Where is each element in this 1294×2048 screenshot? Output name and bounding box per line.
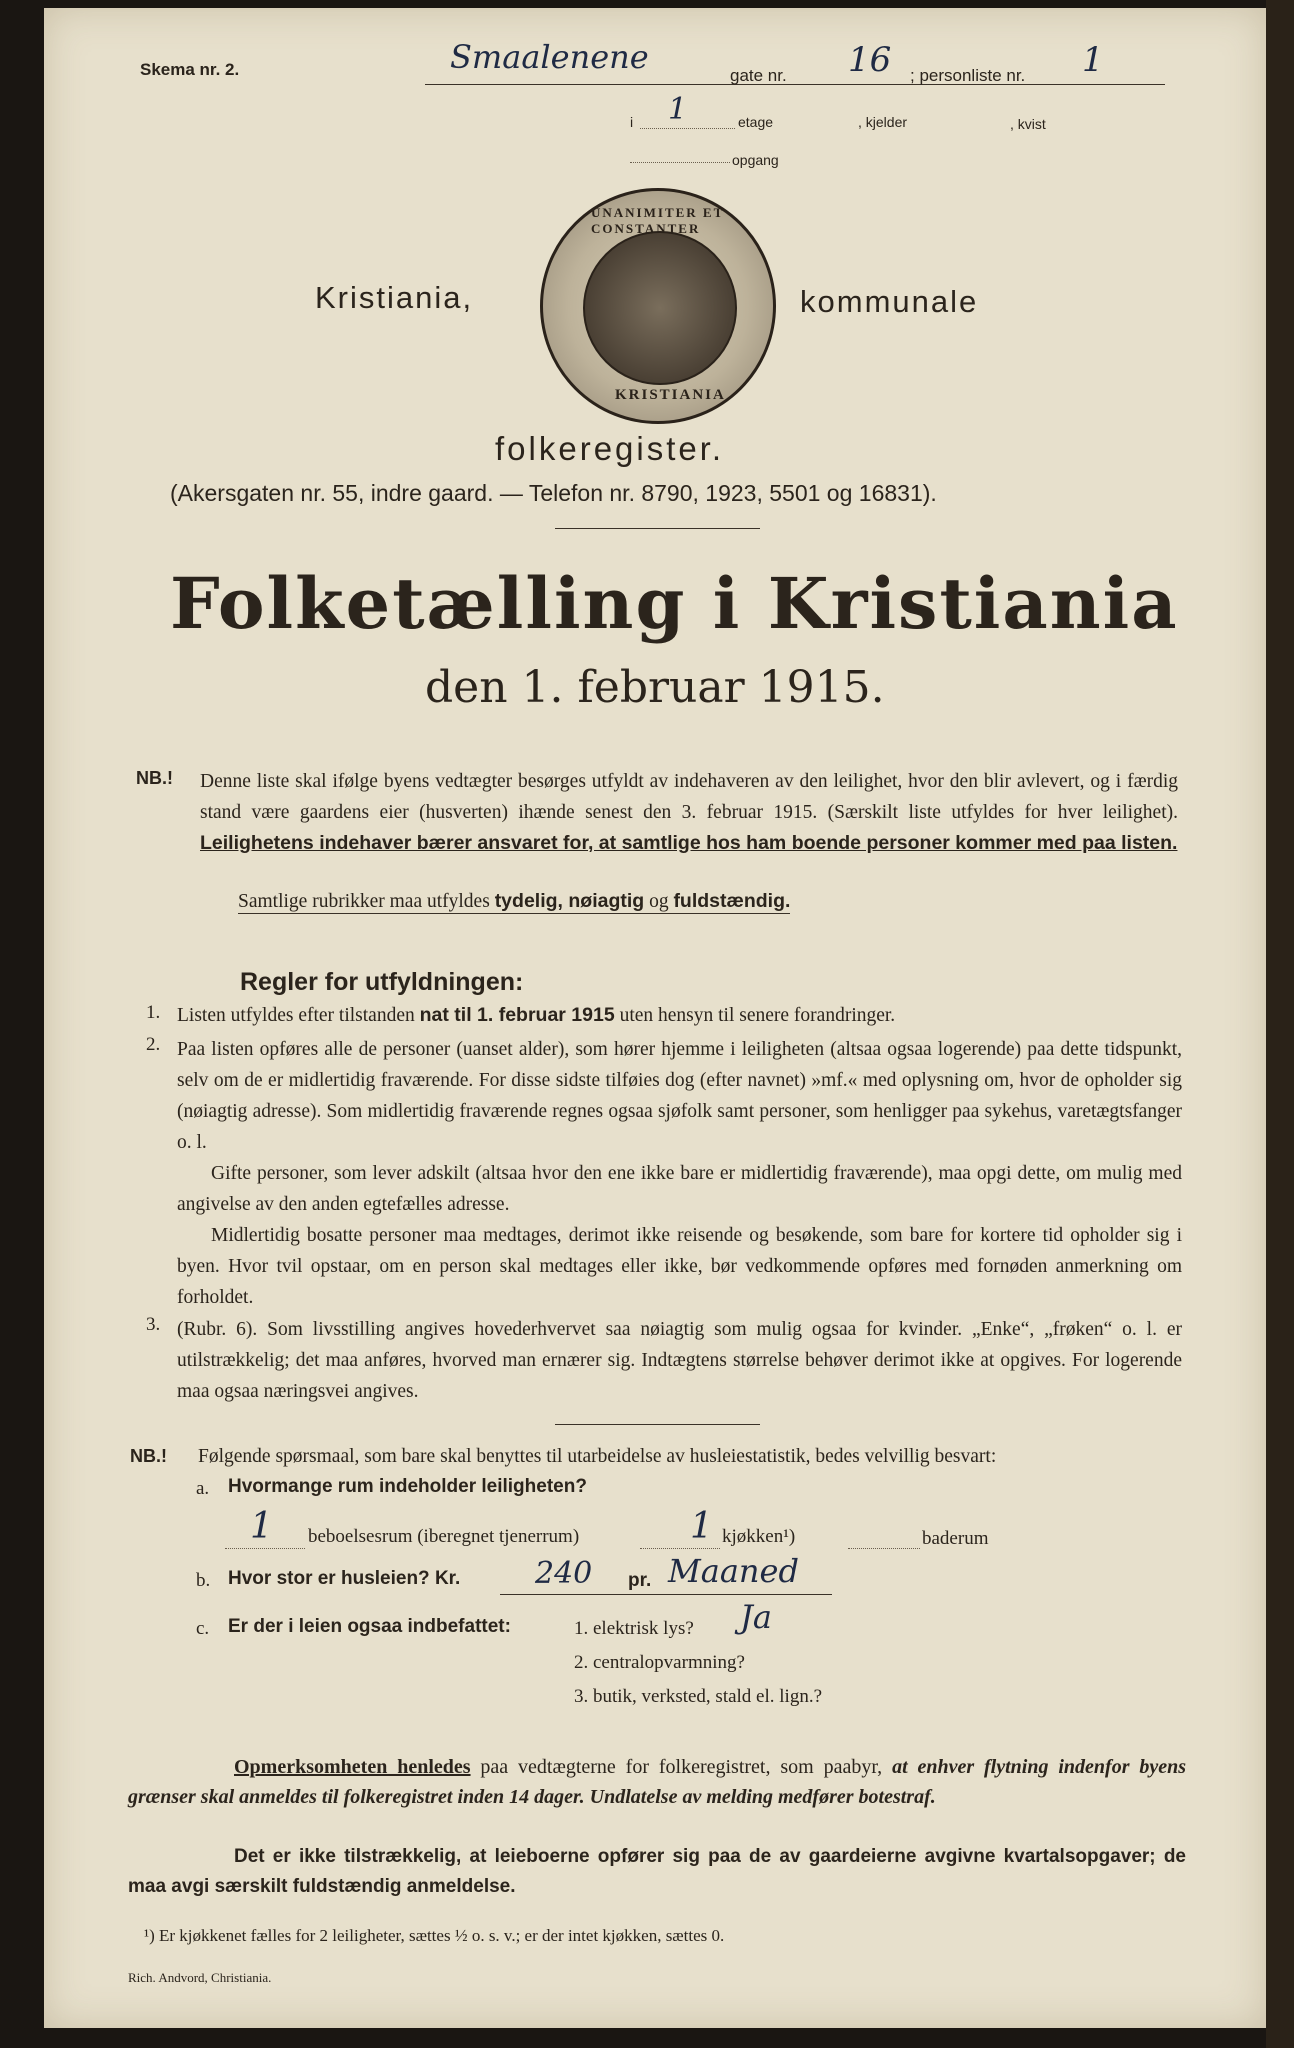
personliste-label: ; personliste nr.: [910, 66, 1026, 85]
header-rule: [425, 84, 1165, 85]
kvist-label: , kvist: [1010, 116, 1046, 132]
rules-heading: Regler for utfyldningen:: [240, 968, 524, 996]
rule2-text: Paa listen opføres alle de personer (uanset alder), som hører hjemme i leiligheten (altsaa ogsaa logerende) paa dette tidspunkt, selv om de er midlertidig fraværende. For disse sidste tilføies dog (efter navnet) »mf.« med oplysning om, hvor de opholder sig (nøiagtig adresse). Som midlertidig fraværende regnes ogsaa sjøfolk samt personer, som henligger paa sykehus, varetægtsfanger o. l.: [177, 1039, 1182, 1153]
personliste-value: 1: [1082, 40, 1104, 80]
etage-field: [640, 128, 735, 129]
rule1-number: 1.: [146, 1002, 161, 1023]
included-electric: 1. elektrisk lys?: [574, 1618, 694, 1639]
included-heating: 2. centralopvarmning?: [574, 1652, 745, 1673]
electric-value: Ja: [740, 1598, 772, 1636]
kitchen-value: 1: [690, 1506, 713, 1547]
nb2-intro: Følgende spørsmaal, som bare skal benyttes til utarbeidelse av husleiestatistik, bedes velvillig besvart:: [198, 1446, 997, 1467]
opgang-field: [630, 162, 730, 163]
masthead-folkeregister: folkeregister.: [495, 430, 725, 467]
form-date: den 1. februar 1915.: [425, 662, 885, 713]
nb1-paragraph: [200, 766, 1178, 859]
notice-paragraph-1: [128, 1752, 1186, 1812]
rent-value: 240: [535, 1556, 593, 1591]
schema-number: Skema nr. 2.: [140, 60, 240, 79]
nb1-requirement: [238, 890, 790, 914]
question-c-text: Er der i leien ogsaa indbefattet:: [228, 1616, 511, 1637]
rent-per: pr.: [628, 1570, 652, 1591]
seal-emblem: [583, 231, 737, 385]
rooms-field[interactable]: [225, 1548, 305, 1549]
nb1-req-d: fuldstændig.: [673, 890, 791, 912]
included-shop: 3. butik, verksted, stald el. lign.?: [574, 1686, 823, 1707]
form-title: Folketælling i Kristiania: [170, 562, 1179, 645]
nb1-req-c: og: [649, 891, 669, 912]
nb1-label: NB.!: [136, 768, 173, 788]
street-name-handwritten: Smaalenene: [450, 38, 649, 76]
rule1-b: nat til 1. februar 1915: [419, 1004, 615, 1026]
masthead-address: (Akersgaten nr. 55, indre gaard. — Telefon nr. 8790, 1923, 5501 og 16831).: [170, 480, 937, 506]
question-b-text: Hvor stor er husleien? Kr.: [228, 1568, 461, 1589]
bath-label: baderum: [922, 1528, 989, 1549]
nb1-responsibility: Leilighetens indehaver bærer ansvaret for, at samtlige hos ham boende personer kommer med paa listen.: [200, 832, 1178, 854]
notice-text: paa vedtægterne for folkeregistret, som paabyr,: [480, 1756, 883, 1778]
rule3-number: 3.: [146, 1314, 161, 1335]
seal-motto: UNANIMITER ET CONSTANTER: [591, 205, 725, 236]
question-a-label: a.: [196, 1478, 210, 1499]
notice-requirement: at enhver flytning indenfor byens grænser skal anmeldes til folkeregistret inden 14 dager. Undlatelse av melding medfører botestraf.: [128, 1756, 1187, 1808]
nb1-text: Denne liste skal ifølge byens vedtægter besørges utfyldt av indehaveren av den leilighet, hvor den blir avlevert, og i færdig stand være gaardens eier (husverten) ihænde senest den 3. februar 1915. (Særskilt liste utfyldes for hver leilighet).: [200, 771, 1178, 823]
nb1-req-b: tydelig, nøiagtig: [494, 890, 645, 912]
rule2-temporary: Midlertidig bosatte personer maa medtages, derimot ikke reisende og besøkende, som bare for kortere tid opholder sig i byen. Hvor tvil opstaar, om en person skal medtages eller ikke, bør vedkommende opføres med fornøden anmerkning om forholdet.: [177, 1225, 1182, 1308]
gate-number-value: 16: [848, 40, 892, 80]
bath-field[interactable]: [848, 1548, 920, 1549]
masthead-comma: ,: [462, 280, 474, 315]
masthead-kristiania: Kristiania: [315, 280, 463, 315]
rules-divider: [555, 1424, 760, 1425]
rule3-text: (Rubr. 6). Som livsstilling angives hovederhvervet saa nøiagtig som mulig ogsaa for kvinder. „Enke“, „frøken“ o. l. er utilstrækkelig; det maa anføres, hvorved man ernærer sig. Indtægtens størrelse behøver derimot ikke at opgives. For logerende maa ogsaa næringsvei angives.: [177, 1319, 1182, 1402]
opgang-label: opgang: [732, 152, 779, 168]
rule1-c: uten hensyn til senere forandringer.: [619, 1005, 896, 1026]
question-b-label: b.: [196, 1570, 211, 1591]
kitchen-label: kjøkken¹): [722, 1526, 796, 1547]
question-c-label: c.: [196, 1618, 210, 1639]
question-a-text: Hvormange rum indeholder leiligheten?: [228, 1476, 587, 1497]
rent-period-value: Maaned: [668, 1552, 799, 1590]
rent-field[interactable]: [500, 1594, 832, 1595]
seal-city: KRISTIANIA: [615, 387, 726, 403]
rooms-value: 1: [250, 1506, 273, 1547]
notice-emphasis: Opmerksomheten henledes: [234, 1756, 471, 1778]
nb1-req-a: Samtlige rubrikker maa utfyldes: [238, 891, 490, 912]
masthead-left: [315, 280, 473, 316]
etage-label: etage: [738, 114, 774, 130]
rooms-label: beboelsesrum (iberegnet tjenerrum): [308, 1526, 580, 1547]
kjelder-label: , kjelder: [858, 114, 908, 130]
masthead-divider: [555, 528, 760, 529]
kristiania-seal: [540, 188, 776, 424]
page-edge: [1266, 0, 1294, 2048]
nb2-label: NB.!: [130, 1446, 167, 1466]
masthead-right: kommunale: [800, 284, 979, 319]
rule2-married: Gifte personer, som lever adskilt (altsaa hvor den ene ikke bare er midlertidig fraværende), maa opgi dette, om mulig med angivelse av den anden egtefælles adresse.: [177, 1163, 1182, 1215]
notice-paragraph-2: Det er ikke tilstrækkelig, at leieboerne opfører sig paa de av gaardeierne avgivne kvartalsopgaver; de maa avgi særskilt fuldstændig anmeldelse.: [128, 1846, 1186, 1897]
rule1-a: Listen utfyldes efter tilstanden: [177, 1005, 415, 1026]
kitchen-field[interactable]: [640, 1548, 720, 1549]
rule1-text: [177, 1004, 895, 1027]
footnote: ¹) Er kjøkkenet fælles for 2 leiligheter, sættes ½ o. s. v.; er der intet kjøkken, sættes 0.: [144, 1926, 725, 1945]
rule2-number: 2.: [146, 1034, 161, 1055]
etage-value: 1: [668, 92, 688, 127]
printer-credit: Rich. Andvord, Christiania.: [128, 1970, 272, 1985]
i-label: i: [630, 114, 634, 130]
gate-label: gate nr.: [730, 66, 787, 85]
